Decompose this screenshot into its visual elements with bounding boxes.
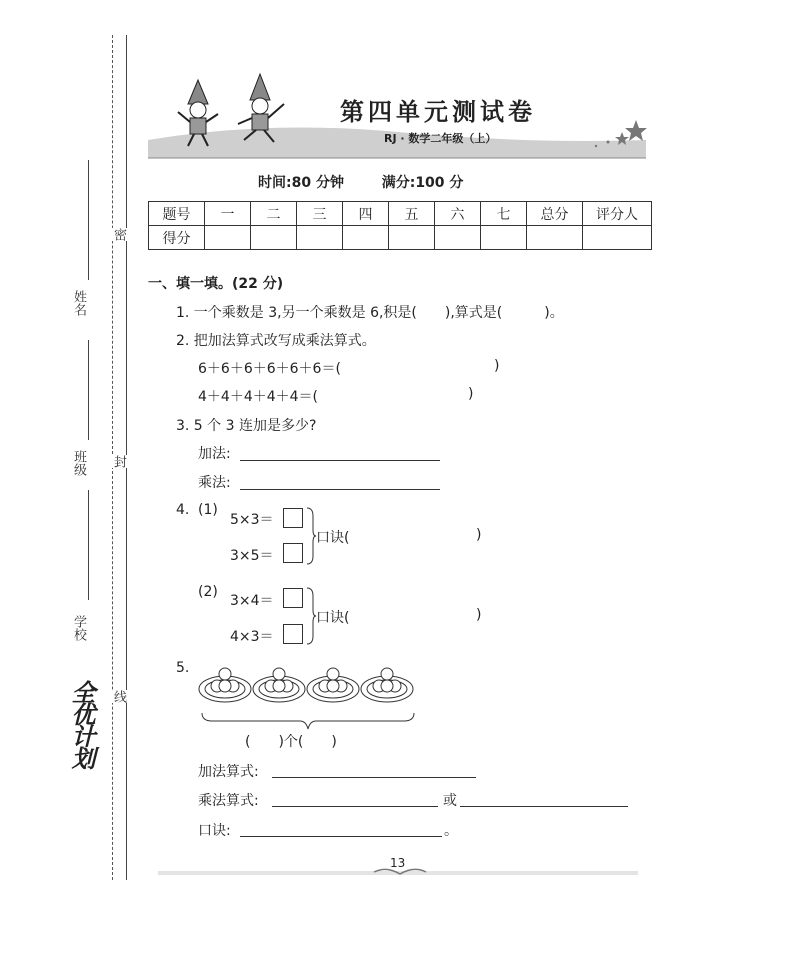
q4-2b-expr: 4×3＝: [230, 629, 274, 645]
q4-2a-expr: 3×4＝: [230, 593, 274, 609]
q5-mul-answer-line-1[interactable]: [272, 806, 438, 807]
close-paren: ): [476, 527, 482, 543]
q3-mul-answer-line[interactable]: [240, 489, 440, 490]
table-cell: 得分: [149, 226, 205, 250]
q3-add-answer-line[interactable]: [240, 460, 440, 461]
question-2b: 4＋4＋4＋4＋4＝(: [198, 389, 318, 405]
q4-1a-expr: 5×3＝: [230, 512, 274, 528]
score-entry-cell[interactable]: [297, 226, 343, 250]
table-cell: 四: [343, 202, 389, 226]
seal-mi: 密: [111, 228, 126, 241]
q3-add-label: 加法:: [198, 446, 231, 462]
score-entry-cell[interactable]: [527, 226, 583, 250]
table-cell: 三: [297, 202, 343, 226]
question-1: 1. 一个乘数是 3,另一个乘数是 6,积是( ),算式是( )。: [176, 305, 564, 321]
score-table-header-row: [149, 202, 652, 226]
q5-count-blanks: ( )个( ): [245, 734, 337, 750]
table-cell: 评分人: [583, 202, 652, 226]
score-table-score-row: [149, 226, 652, 250]
score-entry-cell[interactable]: [435, 226, 481, 250]
q5-koujue-label: 口诀:: [198, 823, 231, 839]
q5-period: 。: [444, 823, 458, 839]
close-paren: ): [468, 386, 474, 402]
question-3: 3. 5 个 3 连加是多少?: [176, 418, 317, 434]
name-fill-line-2: [88, 340, 89, 440]
fruit-plates-illustration: [196, 655, 420, 735]
name-label: 姓名: [71, 290, 86, 316]
table-cell: 二: [251, 202, 297, 226]
time-limit: 时间:80 分钟: [258, 175, 344, 191]
table-cell: 六: [435, 202, 481, 226]
table-cell: 一: [205, 202, 251, 226]
q5-mul-answer-line-2[interactable]: [460, 806, 628, 807]
q4-2-koujue: 口诀(: [316, 610, 350, 626]
q4-1a-answer-box[interactable]: [283, 508, 303, 528]
score-entry-cell[interactable]: [205, 226, 251, 250]
q5-koujue-answer-line[interactable]: [240, 836, 442, 837]
plate-with-apples-icon: [307, 668, 359, 702]
plate-with-apples-icon: [253, 668, 305, 702]
class-label: 班级: [71, 450, 86, 476]
q4-1b-expr: 3×5＝: [230, 548, 274, 564]
seal-feng: 封: [111, 455, 126, 468]
brand-logo: 全优计划: [67, 680, 95, 768]
q4-1-koujue: 口诀(: [316, 530, 350, 546]
score-table: [148, 201, 652, 250]
time-score-line: [258, 172, 463, 192]
score-entry-cell[interactable]: [583, 226, 652, 250]
q5-mul-label: 乘法算式:: [198, 793, 259, 809]
page-title: 第四单元测试卷: [340, 97, 536, 126]
question-5-number: 5.: [176, 660, 190, 676]
table-cell: 七: [481, 202, 527, 226]
plate-with-apples-icon: [199, 668, 251, 702]
score-entry-cell[interactable]: [481, 226, 527, 250]
table-cell: 总分: [527, 202, 583, 226]
table-cell: 五: [389, 202, 435, 226]
question-2a: 6＋6＋6＋6＋6＋6＝(: [198, 361, 341, 377]
q5-or: 或: [443, 793, 457, 809]
school-label: 学校: [71, 615, 86, 641]
section-heading: 一、填一填。(22 分): [148, 276, 284, 292]
question-2: 2. 把加法算式改写成乘法算式。: [176, 333, 376, 349]
plate-with-apples-icon: [361, 668, 413, 702]
close-paren: ): [494, 358, 500, 374]
question-4-number: 4.: [176, 502, 190, 518]
q4-part1-label: (1): [198, 502, 218, 518]
name-fill-line: [88, 160, 89, 280]
table-cell: 题号: [149, 202, 205, 226]
q4-2a-answer-box[interactable]: [283, 588, 303, 608]
q4-1b-answer-box[interactable]: [283, 543, 303, 563]
q3-mul-label: 乘法:: [198, 475, 231, 491]
q4-2b-answer-box[interactable]: [283, 624, 303, 644]
q5-add-answer-line[interactable]: [272, 777, 476, 778]
score-entry-cell[interactable]: [251, 226, 297, 250]
class-fill-line: [88, 490, 89, 600]
close-paren: ): [476, 607, 482, 623]
page-number: 13: [390, 856, 406, 870]
full-score: 满分:100 分: [381, 175, 464, 191]
seal-xian: 线: [111, 690, 126, 703]
q5-add-label: 加法算式:: [198, 764, 259, 780]
score-entry-cell[interactable]: [343, 226, 389, 250]
score-entry-cell[interactable]: [389, 226, 435, 250]
page-subtitle: RJ · 数学二年级（上）: [384, 132, 497, 145]
underbrace-icon: [202, 713, 414, 729]
q4-part2-label: (2): [198, 584, 218, 600]
